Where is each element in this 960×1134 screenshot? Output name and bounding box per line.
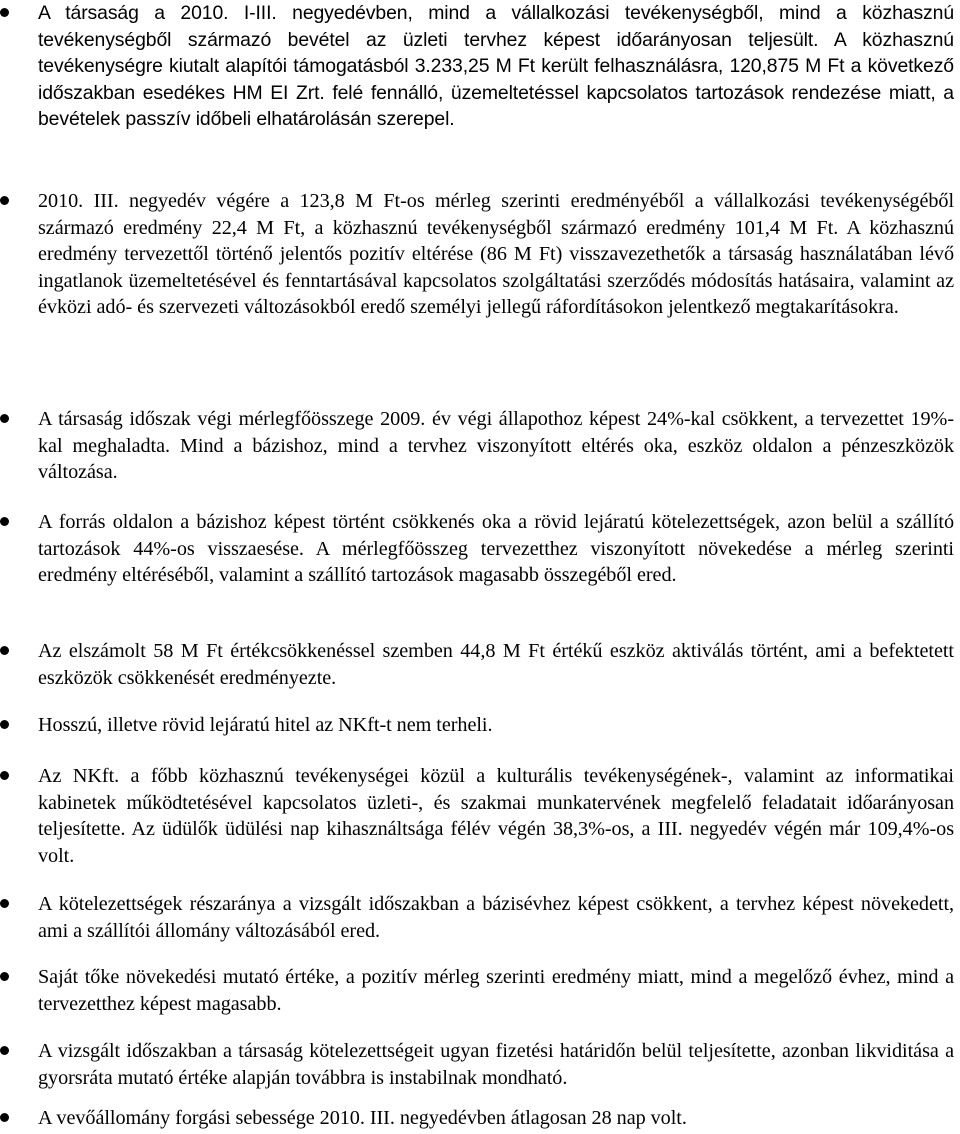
- bullet-icon: [0, 899, 9, 908]
- bullet-icon: [0, 414, 9, 423]
- bullet-icon: [0, 720, 9, 729]
- paragraph-text: A vevőállomány forgási sebessége 2010. III. negyedévben átlagosan 28 nap volt.: [38, 1107, 687, 1129]
- bullet-icon: [0, 1113, 9, 1122]
- paragraph-text: Hosszú, illetve rövid lejáratú hitel az NKft-t nem terheli.: [38, 714, 493, 736]
- paragraph-text: A forrás oldalon a bázishoz képest történt csökkenés oka a rövid lejáratú kötelezettségek, azon belül a szállító tartozások 44%-os visszaesése. A mérlegfőösszeg tervezetthez viszonyított növekedése a mérleg szerinti eredmény eltéréséből, valamint a szállító tartozások magasabb összegéből ered.: [38, 511, 954, 586]
- bullet-icon: [0, 517, 9, 526]
- bullet-icon: [0, 196, 9, 205]
- paragraph-text: A társaság időszak végi mérlegfőösszege 2009. év végi állapothoz képest 24%-kal csökkent, a tervezettet 19%-kal meghaladta. Mind a bázishoz, mind a tervhez viszonyított eltérés oka, eszköz oldalon a pénzeszközök változása.: [38, 408, 954, 483]
- paragraph-text: A vizsgált időszakban a társaság kötelezettségeit ugyan fizetési határidőn belül teljesítette, azonban likviditása a gyorsráta mutató értéke alapján továbbra is instabilnak mondható.: [38, 1040, 954, 1089]
- bullet-icon: [0, 771, 9, 780]
- paragraph-text: A kötelezettségek részaránya a vizsgált időszakban a bázisévhez képest csökkent, a tervhez képest növekedett, ami a szállítói állomány változásából ered.: [38, 893, 954, 942]
- paragraph-text: 2010. III. negyedév végére a 123,8 M Ft-os mérleg szerinti eredményéből a vállalkozási tevékenységéből származó eredmény 22,4 M Ft, a közhasznú tevékenységből származó eredmény 101,4 M Ft. A közhasznú eredmény tervezettől történő jelentős pozitív eltérése (86 M Ft) visszavezethetők a társaság használatában lévő ingatlanok üzemeltetésével és fenntartásával kapcsolatos szolgáltatási szerződés módosítás hatásaira, valamint az évközi adó- és szervezeti változásokból eredő személyi jellegű ráfordításokon jelentkező megtakarításokra.: [38, 190, 954, 318]
- bullet-icon: [0, 8, 9, 17]
- paragraph-text: A társaság a 2010. I-III. negyedévben, mind a vállalkozási tevékenységből, mind a közhasznú tevékenységből származó bevétel az üzleti tervhez képest időarányosan teljesült. A közhasznú tevékenységre kiutalt alapítói támogatásból 3.233,25 M Ft került felhasználásra, 120,875 M Ft a következő időszakban esedékes HM EI Zrt. felé fennálló, üzemeltetéssel kapcsolatos tartozások rendezése miatt, a bevételek passzív időbeli elhatárolásán szerepel.: [38, 2, 954, 130]
- bullet-icon: [0, 1046, 9, 1055]
- paragraph-text: Az NKft. a főbb közhasznú tevékenységei közül a kulturális tevékenységének-, valamint az informatikai kabinetek működtetésével kapcsolatos üzleti-, és szakmai munkatervének megfelelő feladatait időarányosan teljesítette. Az üdülők üdülési nap kihasználtsága félév végén 38,3%-os, a III. negyedév végén már 109,4%-os volt.: [38, 765, 954, 867]
- bullet-icon: [0, 972, 9, 981]
- bullet-icon: [0, 646, 9, 655]
- paragraph-text: Az elszámolt 58 M Ft értékcsökkenéssel szemben 44,8 M Ft értékű eszköz aktiválás történt, ami a befektetett eszközök csökkenését eredményezte.: [38, 640, 954, 689]
- paragraph-text: Saját tőke növekedési mutató értéke, a pozitív mérleg szerinti eredmény miatt, mind a megelőző évhez, mind a tervezetthez képest magasabb.: [38, 966, 954, 1015]
